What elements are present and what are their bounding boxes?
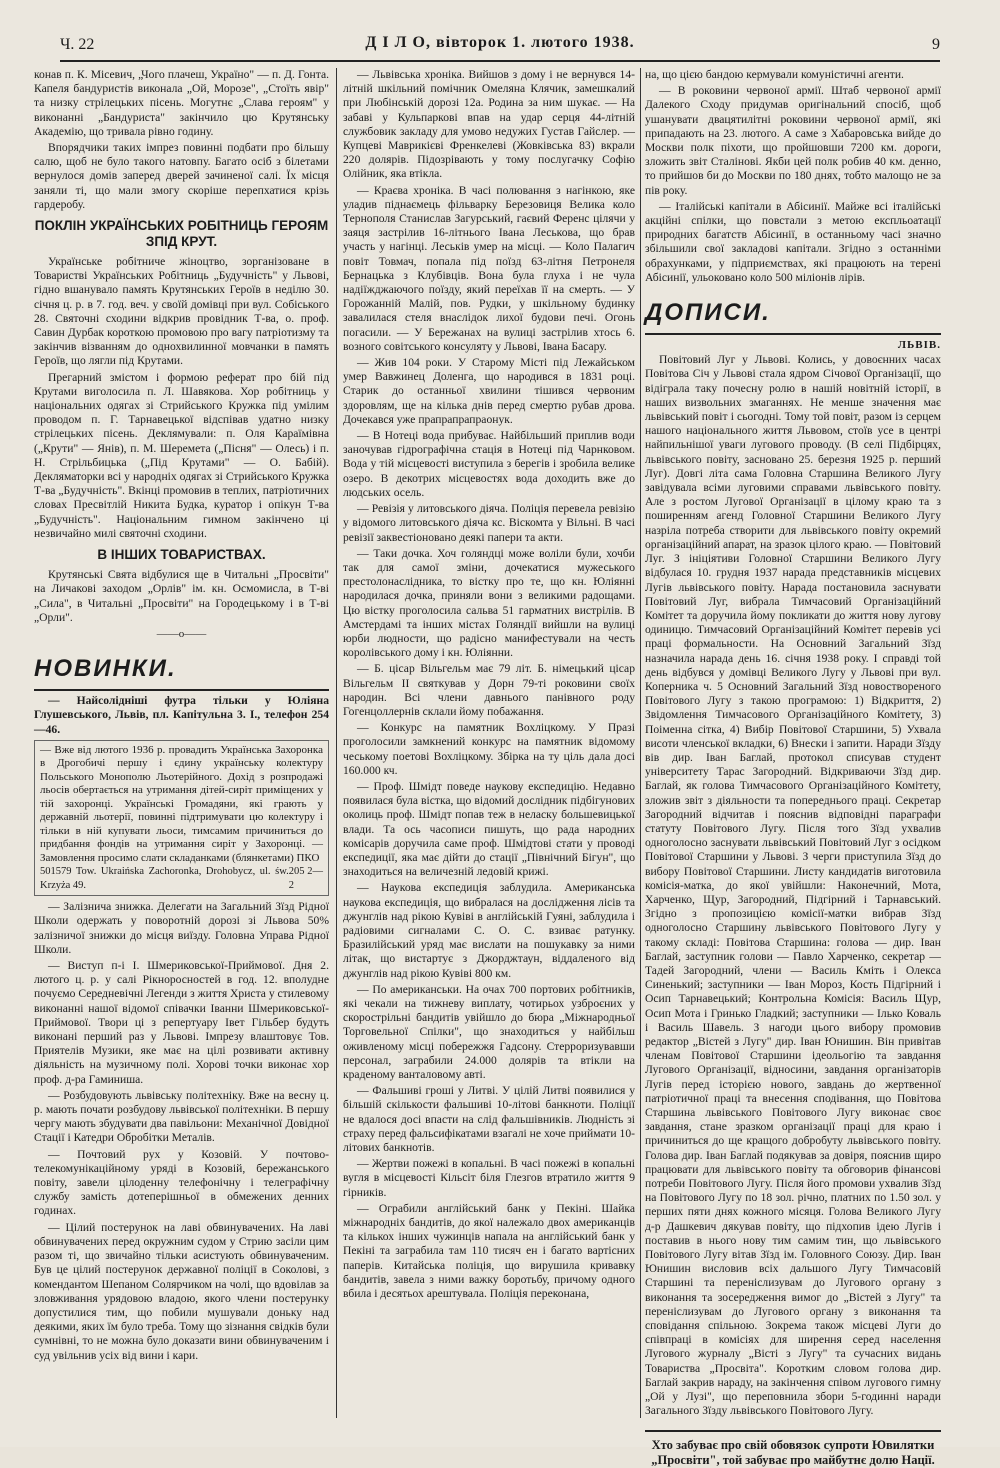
news-item: — Цілий постерунок на лаві обвинувачених. На лаві обвинувачених перед окружним судом у Стрию засіли цим разом ті, що звичайно тільки асистують обвинуваченим. Був це цілий постерунок державної поліції в Соколові, з комендантом Шепаном Солярчиком на чолі, що вдовілав за зловживання урядовою владою, якого члени постерунку допустилися тим, що побили мушували доньку над деякими, яких їм було треба. Тому що зізнання свідків були сумнівні, то не можна було доказати вини обвинуваченим і суд увільнив усіх від вини і кари. [34,1220,329,1362]
advertisement-box [34,740,329,897]
article-paragraph: Українське робітниче жіноцтво, зорганізоване в Товаристві Українських Робітниць „Будучність" у Львові, гідно вшанувало память Крутянських Героїв в неділю 30. січня ц. р. в 7. год. веч. у своїй домівці при вул. Собіського 28. Святочні сходини відкрив провідник Т-ва, о. проф. Савин Дурбак короткою промовою про вагу патріотизму та закінчив візванням до однохвилинної мовчанки в память Героїв, що лягли під Крутами. [34,255,329,368]
page-header [60,34,940,62]
news-item: — Жертви пожежі в копальні. В часі пожежі в копальні вугля в місцевості Кільсіт біля Глезгов втратило життя 9 гірників. [343,1157,635,1199]
news-item: — Наукова експедиція заблудила. Американська наукова експедиція, що вибралася на дослідження лісів та джунглів над рікою Кувіві в англійській Гуяні, заблудила і радіовими сигналами С. О. С. взиває ратунку. Бразилійський уряд має вислати на пошукавку за ними літак, що вистартує з Джорджтаун, віддаленого від джунглів над рікою Кувіві 800 км. [343,881,635,980]
news-item: — Почтовий рух у Козовій. У почтово-телекомунікаційному уряді в Козовій, бережанського повіту, завели цілоденну телефонічну і телеграфічну службу замість дотеперішньої в обмежених денних годинах. [34,1147,329,1218]
news-item: — По американськи. На очах 700 портових робітників, які чекали на тижневу виплату, чотирьох узброєних у скорострільні бандитів увійшло до бюра „Міжнародньої Торговельної Спілки", що знаходиться у найбільш оживленому місці побережжя Гадсону. Стерроризувавши персонал, заграбили 24.000 долярів та втікли на краденому ванталовому авті. [343,982,635,1082]
section-title-novynky: НОВИНКИ. [34,655,177,683]
article-heading: В ІНШИХ ТОВАРИСТВАХ. [97,547,266,563]
page-number: 9 [932,36,940,53]
ad-address: 501579 Tow. Ukraińska Zachoronka, Drohobycz, ul. św. Krzyża 49. [40,866,289,891]
column-3 [645,68,941,1468]
separator-ornament: ——о—— [156,627,207,640]
dateline-place: ЛЬВІВ. [897,339,941,352]
news-item: — Італійські капітали в Абісинії. Майже всі італійські акційні спілки, що повстали з метою експльоатації природних багатств Абісинії, в останньому часі значно збільшили свої закладові капітали. Згідно з останніми обрахунками, у підприємствах, які працюють на терені Абісинії, ульоковано коло 500 міліонів лірів. [645,199,941,284]
news-item: — Ревізія у литовського діяча. Поліція перевела ревізію у відомого литовського діяча кс. Віскомта у Вільні. В часі ревізії заквестіоновано деякі папери та акти. [343,502,635,544]
news-item: — В Нотеці вода прибуває. Найбільший приплив води заночував гідрографічна стація в Нотеці під Чарнковом. Вода у тій місцевості виступила з берегів і зробила велике озеро. В декотрих місцевостях вода доходить вже до людських осель. [343,429,635,499]
news-item: — Найсолідніші футра тільки у Юліяна Глушевського, Львів, пл. Капітульна 3. І., телефон 254—46. [34,694,329,736]
news-item: — Залізнича знижка. Делегати на Загальний Зїзд Рідної Школи одержать у поворотній дорозі зі Львова 50% залізничої знижки до місця виїзду. Головна Управа Рідної Школи. [34,900,329,956]
news-item: — Розбудовують львівську політехніку. Вже на весну ц. р. мають почати розбудову львівської політехніки. В першу чергу мають збудувати два павільони: Механічної Довідної Стації і Катедри Обробітки Металів. [34,1088,329,1145]
ad-reference: 205 2—2 [288,866,323,891]
page-issue: Ч. 22 [60,36,95,53]
news-item: — Жив 104 роки. У Старому Місті під Лежайськом умер Вавжинец Доленга, що народився в 1831 році. Старик до останньої хвилини тішився червоним здоровлям, ще на кілька днів перед смертю рубав дрова. Дочекався уже прапрапрапраонук. [343,356,635,426]
masthead-title: Д І Л О, вівторок 1. лютого 1938. [365,34,635,51]
article-paragraph: Впорядчики таких імпрез повинні подбати про більшу салю, щоб не було такого натовпу. Багато осіб з білетами вернулося домів заперед дверей зачиненої салі. Їх місця заняли ті, що мали змогу скоріше перепхатися крізь гардеробу. [34,141,329,211]
article-paragraph: конав п. К. Місевич, „Чого плачеш, Україно" — п. Д. Гонта. Капеля бандуристів виконала „Ой, Морозе", „Стоїть явір" та низку стрілецьких пісень. Могутнє „Слава героям" у виконанні „Бандуриста" закінчило цю Крутянську Академію, що тривала рівно годину. [34,68,329,138]
news-item: — Проф. Шмідт поведе наукову експедицію. Недавно появилася була вістка, що відомий дослідник підбігунових околиць проф. Шмідт попав теж в неласку большевицької влади. Та ось часописи пишуть, що рада народних комісарів доручила саме проф. Шмідтові стати у проводі експедиції, яка має дійти до стації „Північний Бігун", що знаходиться на величезній ледовій крижі. [343,779,635,879]
section-rule [645,333,941,335]
news-item: — Виступ п-і І. Шмериковської-Приймової. Дня 2. лютого ц. р. у салі Рікноросностей в год. 12. вполудне почуємо Середневічні Легенди з життя Христа у стилевому виконанні нашої відомої співачки Іванни Шмериковської-Приймової. Твори ці з репертуару Івет Гільбер будуть виконані перший раз у Львові. Імпрезу влаштовує Тов. Приятелів Музики, яке має на цілі розвивати активну діяльність на музичному полі. Хорові точки виконає хор проф. д-ра Гаминиша. [34,959,329,1086]
column-divider [336,68,337,1418]
section-rule [34,689,329,691]
correspondence-paragraph: Повітовий Луг у Львові. Колись, у довоєнних часах Повітова Січ у Львові стала ядром Січової Організації, що відіграла таку почесну ролю в нашій новітній історії, в наших визвольних змаганнях. Не менше значення має львівський повіт і сьогодні. Тому той повіт, разом із серцем нашого національного життя Львовом, стоїв усе в центрі найпильнішої уваги лугового проводу. (В селі Підбірцях, львівського повіту, засновано 25. березня 1925 р. перший Луг). Довгі літа сама Головна Старшина Великого Лугу завідувала всіми луговими справами львівського повіту. Але з ростом Лугової Організації в цілому краю та з поширенням агенд Головної Старшини Великого Лугу назріла потреба створити для львівського повіту окремий організаційний апарат, на зразок цілого краю. — Повітовий Луг. З ініціятиви Головної Старшини Великого Лугу відбулася 10. грудня 1937 нарада представників місцевих Лугів львівського повіту. Нарада постановила заснувати Повітовий Луг, вибрала Тимчасовий Організаційний Комітет та доручила йому покликати до життя нову лугову одиницю. Тимчасовий Організаційний Комітет перевів усі праці формальности. На Основний Загальний Зїзд назначила нарада день 16. січня 1938 року. І справді той день відбувся у домівці Великого Лугу у Львові при вул. Коперника ч. 5 Основний Загальний Зїзд новоствореного Повітового Лугу з такою програмою: 1) Відкриття, 2) Звідомлення Тимчасового Організаційного Комітету, 3) Поіменна сітка, 4) Вибір Повітової Старшини, 5) Ухвала висоти членської вкладки, 6) Внески і запити. Наради Зїзду вів дир. Іван Баглай, протокол списував студент університету Тарас Загородний. Відкриваючи Зїзд дир. Баглай, як голова Тимчасового Організаційного Комітету, зложив звіт з діяльности та попереднього праці. Секретар Загородний відчитав і пояснив відповідні параграфи статуту Повітового Лугу. Після того Зїзд ухвалив одноголосно заснувати львівський Повітовий Луг з осідком Повітової Старшини у Львові. З черги приступила Зїзд до вибору Повітової Старшини. Листу кандидатів виготовила комісія-матка, до якої увійшли: Наконечний, Мота, Харченко, Щур, Загородний, Підгірний і Тарнавський. Згідно з пропозицією комісії-матки вибрав Зїзд одноголосно Старшину львівського Повітового Лугу у такому складі: Повітова Старшина: голова — дир. Іван Баглай, заступник голови — Павло Харченко, секретар — Тадей Загородний, члени — Василь Кміть і Олекса Синенький; заступники — Іван Мороз, Кость Підгірний і Осип Тарнавецький; Контрольна Комісія: Василь Щур, Осип Мота і Гринько Гладкий; заступники — Ілько Коваль і Василь Шавель. З нагоди цього вибору промовив редактор „Вістей з Лугу" дир. Іван Юнишин. Він привітав членам Повітової Старшини ідеольогію та завдання Лугового Організації, відносини, завдання організаторів Лугів перед історією нового, завдань до жертвенної патріотичної праці та внесення сподівання, що Повітова Старшина львівського Повітового Лугу виконає своє завдання, стане зразком організації праці для краю і причиниться до ще кращого добробуту львівського повіту. Голова дир. Іван Баглай подякував за довіря, пояснив щиро працювати для львівського повіту та обговорив фінансові потреби Повітового Лугу. Після його промови ухвалив Зїзд на Повітового Лугу по 18 зол. річно, платних по 1.50 зол. у перших пяти днях кожного місяця. Голова Великого Лугу д-р Дашкевич дякував повіту, що підхопив ідею Лугів і поставив в нього нову тим самим тин, що львівського Повітового Лугу вітав Зїзд ім. Головного Союзу. Дир. Іван Юнишин висловив всіх дальшого Лугу Тимчасовій Старшині та переніслизувам до Лугового органу з виконання та зосередження вимог до „Вістей з Лугу" та переніслизувам до Лугового органу з виконання та сповідання спільною. Зокрема також місцеві Луги до співпраці в комісіях для ширення серед населення Лугового журналу „Вісті з Лугу" та сучасних видань Товариства „Просвіта". Коротким словом голова дир. Баглай закрив нараду, на закінчення співом лугового гимну „Ой у Лузі", що переповнила збори 5-годинні наради Загального Зїзду львівського Повітового Лугу. [645,353,941,1418]
column-1 [34,68,329,1428]
news-item: — Львівська хроніка. Вийшов з дому і не вернувся 14-літній шкільний помічник Омеляна Клячик, замешкалий при Любінській дорозі 12а. Родина за ним шукає. — На забаві у Кульпаркові впав на удар серця 44-літній службовик закладу для умово недужих Густав Гайслер. — Купцеві Маврикієві Френкелеві (Жовківська 83) вкрали 220 долярів. Підозрівають у тому послугачку Софію Олійник, яка втікла. [343,68,635,181]
notice-box [645,1430,941,1468]
column-divider [640,68,641,1418]
news-item: — В роковини червоної армії. Штаб червоної армії Далекого Сходу придумав оригінальний спосіб, щоб ушанувати двацятилітні роковини червоної армії, які припадають на 23. лютого. А саме з Хабаровська вийде до Москви полк піхоти, що пройшовши 7200 км. дороги, зложить звіт Сталінові. Якби цей полк робив 40 км. денно, то прийшов би до Москви по 180 днях, тобто малощо не за пів року. [645,84,941,197]
article-heading: ПОКЛІН УКРАЇНСЬКИХ РОБІТНИЦЬ ГЕРОЯМ ЗПІД КРУТ. [34,218,329,250]
article-paragraph: Прегарний змістом і формою реферат про бій під Крутами виголосила п. Л. Шавякова. Хор робітниць у національних одягах зі Стрийського Кружка під умілим проводом п. Г. Тарнавецької відспівав удатно низку стрілецьких пісень. Деклямували: п. Оля Караїмівна („Крути" — Янів), п. М. Шеремета („Пісня" — Олесь) і п. Н. Стрільбицька („Під Крутами" — О. Бабій). Декляматорки всі у народніх одягах зі Стрийського Кружка Т-ва „Будучність". Вкінці промовив в теплих, патріотичних словах Пресвітлій Никита Будка, куратор і опікун Т-ва „Будучність". Національним гимном закінчено ці незвичайно милі святочні сходини. [34,370,329,540]
article-paragraph: Крутянські Свята відбулися ще в Читальні „Просвіти" на Личакові заходом „Орлів" ім. кн. Осмомисла, в Т-ві „Сила", в Читальні „Просвіти" на Городецькому і в Т-ві „Орли". [34,568,329,624]
news-item: — Краєва хроніка. В часі полювання з нагінкою, яке уладив піднаємець фільварку Березовиця Велика коло Тернополя Станислав Загурський, гаєвий Ференс цілячи у заяця застрілив 16-літнього Івана Леськова, що брав участь у нагінці. Леськів умер на місці. — Коло Палагич повіт Товмач, попала під поїзд 63-літня Петронеля Бернацька з Клубівців. Вона була глуха і не чула надіїжджаючого поїзду, який переїхав її на смерть. — У Горожанній Малій, пов. Рудки, у шкільному будинку завалилася стеля внаслідок лихої будови печі. Огонь погасили. — У Бережанах на вулиці застрілив хтось 6. возного совітського консуляту у Львові, Івана Басару. [343,183,635,353]
news-item: — Ограбили англійський банк у Пекіні. Шайка міжнародніх бандитів, до якої належало двох американців та кількох інших чужинців напала на англійський банк у Пекіні та заграбила там 110 тисяч ен і багато вартісних паперів. Китайська поліція, що вирушила кривавку бандитів, завела з ними важку боротьбу, причому одного вбила і десятьох арештувала. Поліція переконана, [343,1201,635,1301]
section-title-dopysy: ДОПИСИ. [645,299,771,327]
notice-text: Хто забуває про свій обовязок супроти Ювилятки „Просвіти", той забуває про майбутнє долю Нації. [651,1438,935,1468]
ad-text: — Вже від лютого 1936 р. провадить Українська Захоронка в Дрогобичі першу і єдину українську колектуру Польського Монополю Льотерійного. Дохід з розпродажі льосів обертається на утримання дітей-сиріт приміщених у тій захоронці. Українські Громадяни, які грають у державній льотерії, повинні підтримувати цю колектуру і тільки в ній купувати льоси, тимсамим причиниться до придбання фондів на утримання сиріт у Захоронці. — Замовлення просимо слати складанками (блянкетами) ПКО [40,743,323,864]
news-item: на, що цією бандою кермували комуністичні агенти. [645,68,904,81]
news-item: — Б. цісар Вільгельм має 79 літ. Б. німецький цісар Вільгельм ІІ святкував у Дорн 79-ті роковини своїх народин. Всі члени давнього панівного роду Гогенцоллернів склали йому побажання. [343,662,635,718]
column-2 [343,68,635,1428]
ad-footer [40,865,323,892]
news-item: — Фальшиві гроші у Литві. У цілій Литві появилися у більшій скількости фальшиві 10-літові банкноти. Поліції не вдалося досі впасти на слід фальшівників. Людність зі страху перед фальсифікатами взагалі не хоче приймати 10-літових банкнотів. [343,1084,635,1155]
news-item: — Таки дочка. Хоч голяндці може воліли були, хочби так для самої зміни, дочекатися мужеського престолонаслідника, то вістку про те, що кн. Юліянні народилася дочка, приняли вони з великими радощами. Цю вістку проголосила сальва 51 гарматних вистрілів. В Амстердамі та інших містах Голяндії вийшли на вулиці юрби людности, що радісно манифестували на честь королівського дому і кн. Юліянни. [343,546,635,660]
news-item: — Конкурс на памятник Вохліцкому. У Празі проголосили замкнений конкурс на памятник відомому чеському поетові Вохліцкому. Збірка на ту ціль дала досі 160.000 кч. [343,721,635,777]
